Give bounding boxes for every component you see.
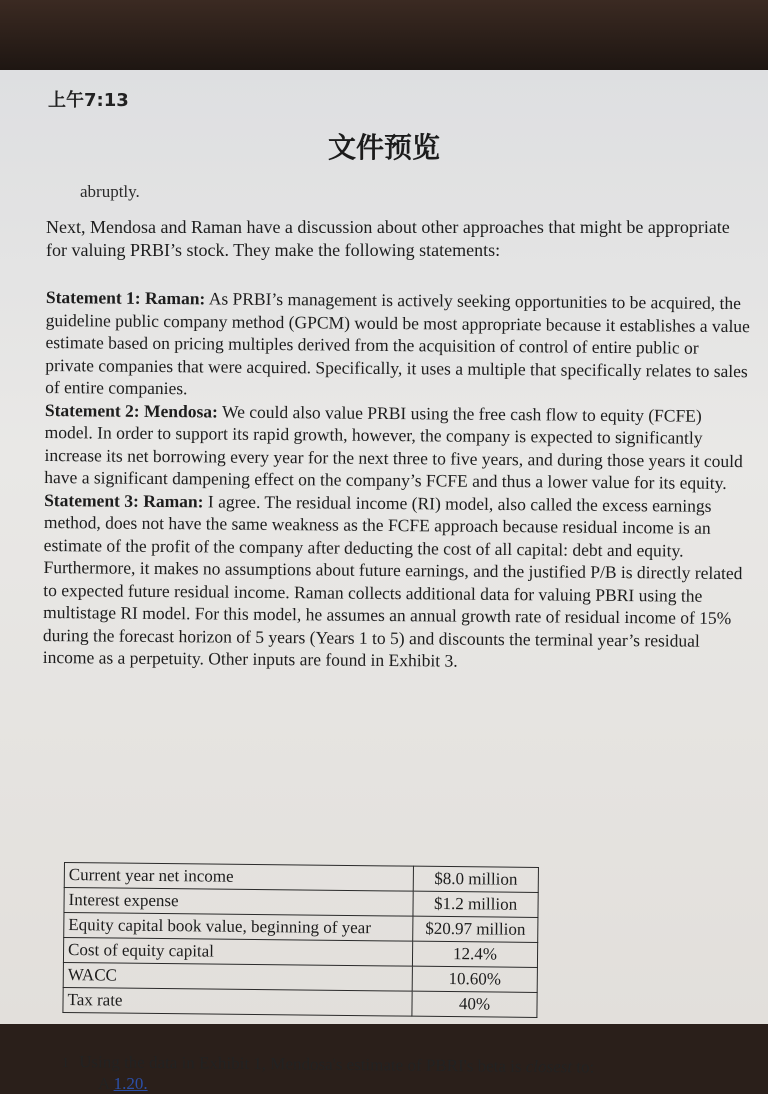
option-letter: A [98,1074,110,1093]
question-number: 1 [61,1055,69,1072]
exhibit-label: Interest expense [64,888,413,917]
answer-option-a[interactable] [98,1074,148,1094]
statement-1-label: Statement 1: Raman: [45,286,206,309]
exhibit-label: Tax rate [63,987,412,1016]
exhibit-value: 10.60% [412,966,537,992]
question-emphasis: closest [525,1056,573,1077]
table-row [63,987,537,1017]
page-title: 文件预览 [327,131,440,164]
exhibit-label: WACC [63,962,412,991]
intro-paragraph: Next, Mendosa and Raman have a discussion about other approaches that might be appropriate for valuing PRBI’s stock. They make the following statements: [46,217,730,260]
question-text-end: to: [576,1057,595,1077]
statement-2-label: Statement 2: Mendosa: [44,399,219,422]
exhibit-value: 40% [412,991,537,1017]
statements-block [43,286,752,675]
option-value-link[interactable]: 1.20. [113,1074,148,1093]
exhibit-label: Cost of equity capital [63,938,412,967]
question-text: Using the data in Exhibit 1, Mendosa's estimate of PBRI's beta is [79,1052,522,1076]
exhibit-label: Current year net income [64,863,413,892]
document-preview[interactable] [0,182,768,1093]
text-fragment: abruptly. [80,182,140,201]
statement-3-text: I agree. The residual income (RI) model, also called the excess earnings method, does not have the same weakness as the FCFE approach because residual income is an estimate of the profit of the company after deducting the cost of all capital: debt and equity. Furthermore, it makes no assumptions about future earnings, and the justified P/B is directly related to expected future residual income. Raman collects additional data for valuing PBRI using the multistage RI model. For this model, he assumes an annual growth rate of residual income of 15% during the forecast horizon of 5 years (Years 1 to 5) and discounts the terminal year’s residual income as a perpetuity. Other inputs are found in Exhibit 3. [42,490,743,671]
status-time: 上午7:13 [48,90,129,111]
statement-2-text: We could also value PRBI using the free cash flow to equity (FCFE) model. In order to support its rapid growth, however, the company is expected to significantly increase its net borrowing every year for the next three to five years, and during those years it could have a significant dampening effect on the company’s FCFE and thus a lower value for its equity. [44,401,743,493]
device-bezel [0,0,768,70]
exhibit-value: 12.4% [412,941,537,967]
exhibit-table [62,862,539,1018]
statement-1-text: As PRBI’s management is actively seeking opportunities to be acquired, the guideline public company method (GPCM) would be most appropriate because it establishes a value estimate based on pricing multiples derived from the acquisition of control of entire public or private companies that were acquired. Specifically, it uses a multiple that specifically relates to sales of entire companies. [45,288,750,399]
exhibit-label: Equity capital book value, beginning of year [64,913,413,942]
exhibit-value: $20.97 million [413,916,538,942]
status-bar [0,70,768,114]
exhibit-value: $1.2 million [413,891,538,917]
exhibit-value: $8.0 million [413,866,538,892]
statement-3-label: Statement 3: Raman: [44,489,204,511]
screen [0,70,768,1093]
